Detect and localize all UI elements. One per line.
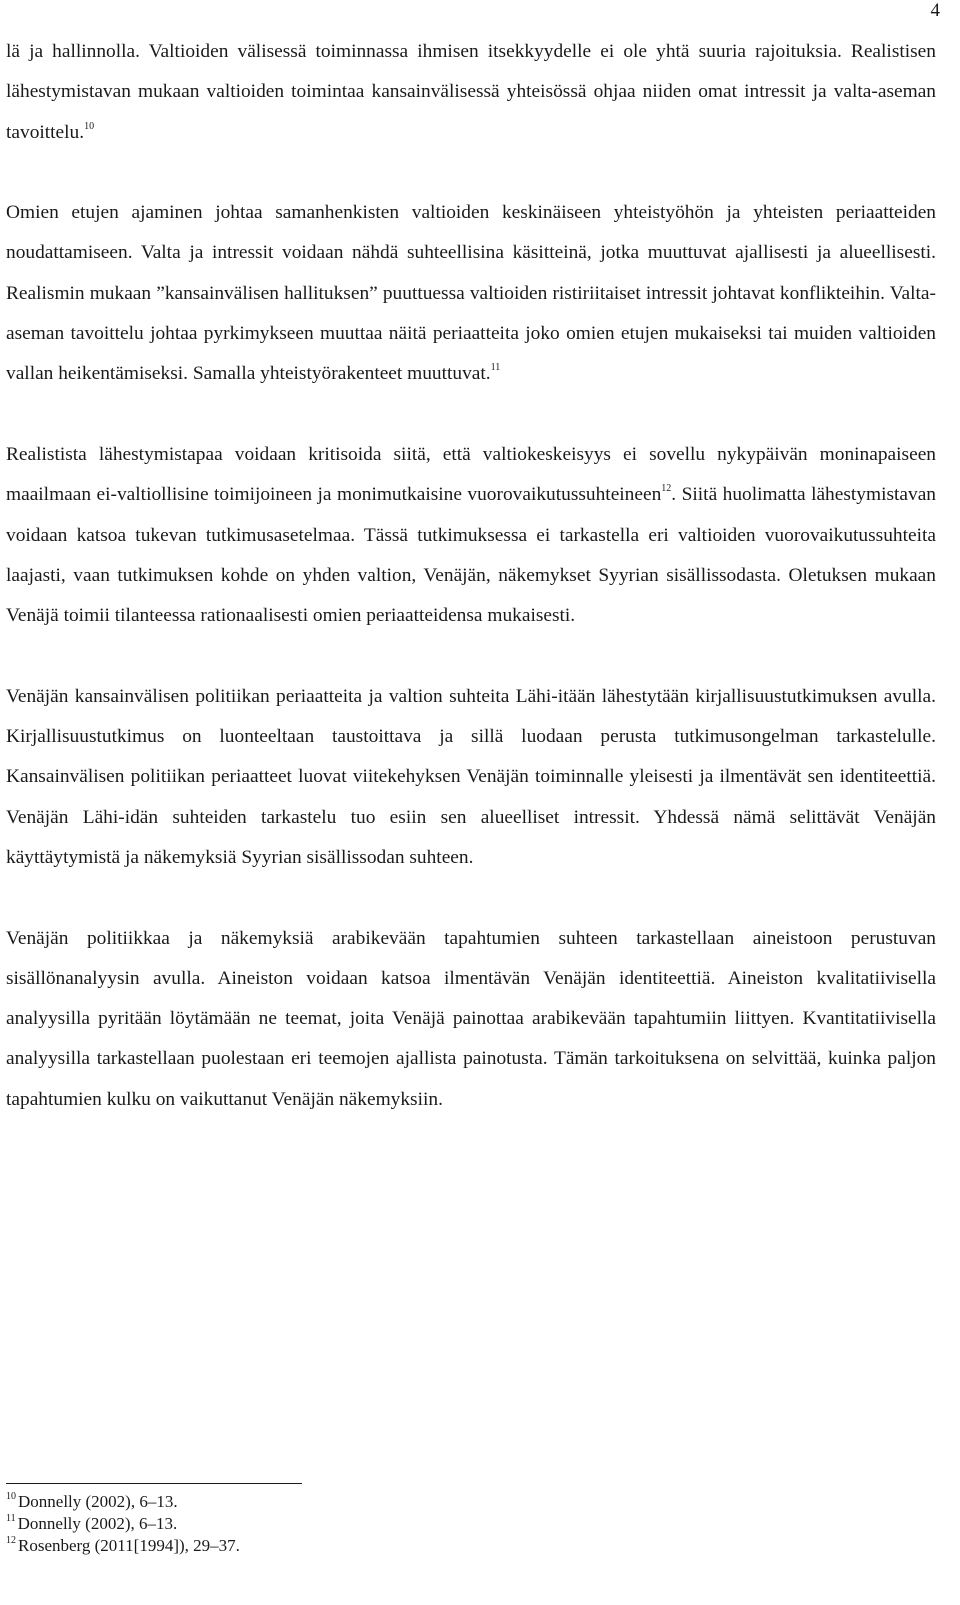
body-text xyxy=(6,32,936,1120)
footnote-ref-10[interactable]: 10 xyxy=(84,120,95,132)
paragraph-text: Venäjän kansainvälisen politiikan periaatteita ja valtion suhteita Lähi-itään lähestytään kirjallisuustutkimuksen avulla. Kirjallisuustutkimus on luonteeltaan taustoittava ja sillä luodaan perusta tutkimusongelman tarkastelulle. Kansainvälisen politiikan periaatteet luovat viitekehyksen Venäjän toiminnalle yleisesti ja ilmentävät sen identiteettiä. Venäjän Lähi-idän suhteiden tarkastelu tuo esiin sen alueelliset intressit. Yhdessä nämä selittävät Venäjän käyttäytymistä ja näkemyksiä Syyrian sisällissodan suhteen. xyxy=(6,685,936,868)
footnote-12 xyxy=(6,1535,906,1557)
paragraph-text: Omien etujen ajaminen johtaa samanhenkisten valtioiden keskinäiseen yhteistyöhön ja yhteisten periaatteiden noudattamiseen. Valta ja intressit voidaan nähdä suhteellisina käsitteinä, jotka muuttuvat ajallisesti ja alueellisesti. Realismin mukaan ”kansainvälisen hallituksen” puuttuessa valtioiden ristiriitaiset intressit johtavat konflikteihin. Valta-aseman tavoittelu johtaa pyrkimykseen muuttaa näitä periaatteita joko omien etujen mukaiseksi tai muiden valtioiden vallan heikentämiseksi. Samalla yhteistyörakenteet muuttuvat. xyxy=(6,202,936,385)
paragraph-text-continued: . Siitä huolimatta lähestymistavan voidaan katsoa tukevan tutkimusasetelmaa. Tässä tutkimuksessa ei tarkastella eri valtioiden vuorovaikutussuhteita laajasti, vaan tutkimuksen kohde on yhden valtion, Venäjän, näkemykset Syyrian sisällissodasta. Oletuksen mukaan Venäjä toimii tilanteessa rationaalisesti omien periaatteidensa mukaisesti. xyxy=(6,484,936,627)
paragraph-3 xyxy=(6,435,936,636)
footnote-number: 11 xyxy=(6,1513,16,1524)
paragraph-1 xyxy=(6,32,936,153)
footnote-text: Donnelly (2002), 6–13. xyxy=(18,1492,178,1511)
footnote-ref-12[interactable]: 12 xyxy=(661,483,672,495)
footnotes xyxy=(6,1491,906,1557)
footnote-ref-11[interactable]: 11 xyxy=(490,362,501,374)
paragraph-text: Realistista lähestymistapaa voidaan kritisoida siitä, että valtiokeskeisyys ei sovellu nykypäivän moninapaiseen maailmaan ei-valtiollisine toimijoineen ja monimutkaisine vuorovaikutussuhteineen xyxy=(6,443,936,506)
footnote-text: Donnelly (2002), 6–13. xyxy=(17,1514,178,1533)
paragraph-4 xyxy=(6,677,936,878)
paragraph-5 xyxy=(6,919,936,1120)
page-number: 4 xyxy=(930,0,940,21)
footnote-number: 12 xyxy=(6,1535,16,1546)
footnote-separator xyxy=(6,1483,302,1484)
footnote-11 xyxy=(6,1513,906,1535)
footnote-text: Rosenberg (2011[1994]), 29–37. xyxy=(18,1536,240,1555)
footnote-10 xyxy=(6,1491,906,1513)
paragraph-text: Venäjän politiikkaa ja näkemyksiä arabikevään tapahtumien suhteen tarkastellaan aineistoon perustuvan sisällönanalyysin avulla. Aineiston voidaan katsoa ilmentävän Venäjän identiteettiä. Aineiston kvalitatiivisella analyysilla pyritään löytämään ne teemat, joita Venäjä painottaa arabikevään tapahtumiin liittyen. Kvantitatiivisella analyysilla tarkastellaan puolestaan eri teemojen ajallista painotusta. Tämän tarkoituksena on selvittää, kuinka paljon tapahtumien kulku on vaikuttanut Venäjän näkemyksiin. xyxy=(6,927,936,1110)
paragraph-2 xyxy=(6,193,936,394)
footnote-number: 10 xyxy=(6,1491,16,1502)
paragraph-text: lä ja hallinnolla. Valtioiden välisessä toiminnassa ihmisen itsekkyydelle ei ole yhtä suuria rajoituksia. Realistisen lähestymistavan mukaan valtioiden toimintaa kansainvälisessä yhteisössä ohjaa niiden omat intressit ja valta-aseman tavoittelu. xyxy=(6,41,936,143)
